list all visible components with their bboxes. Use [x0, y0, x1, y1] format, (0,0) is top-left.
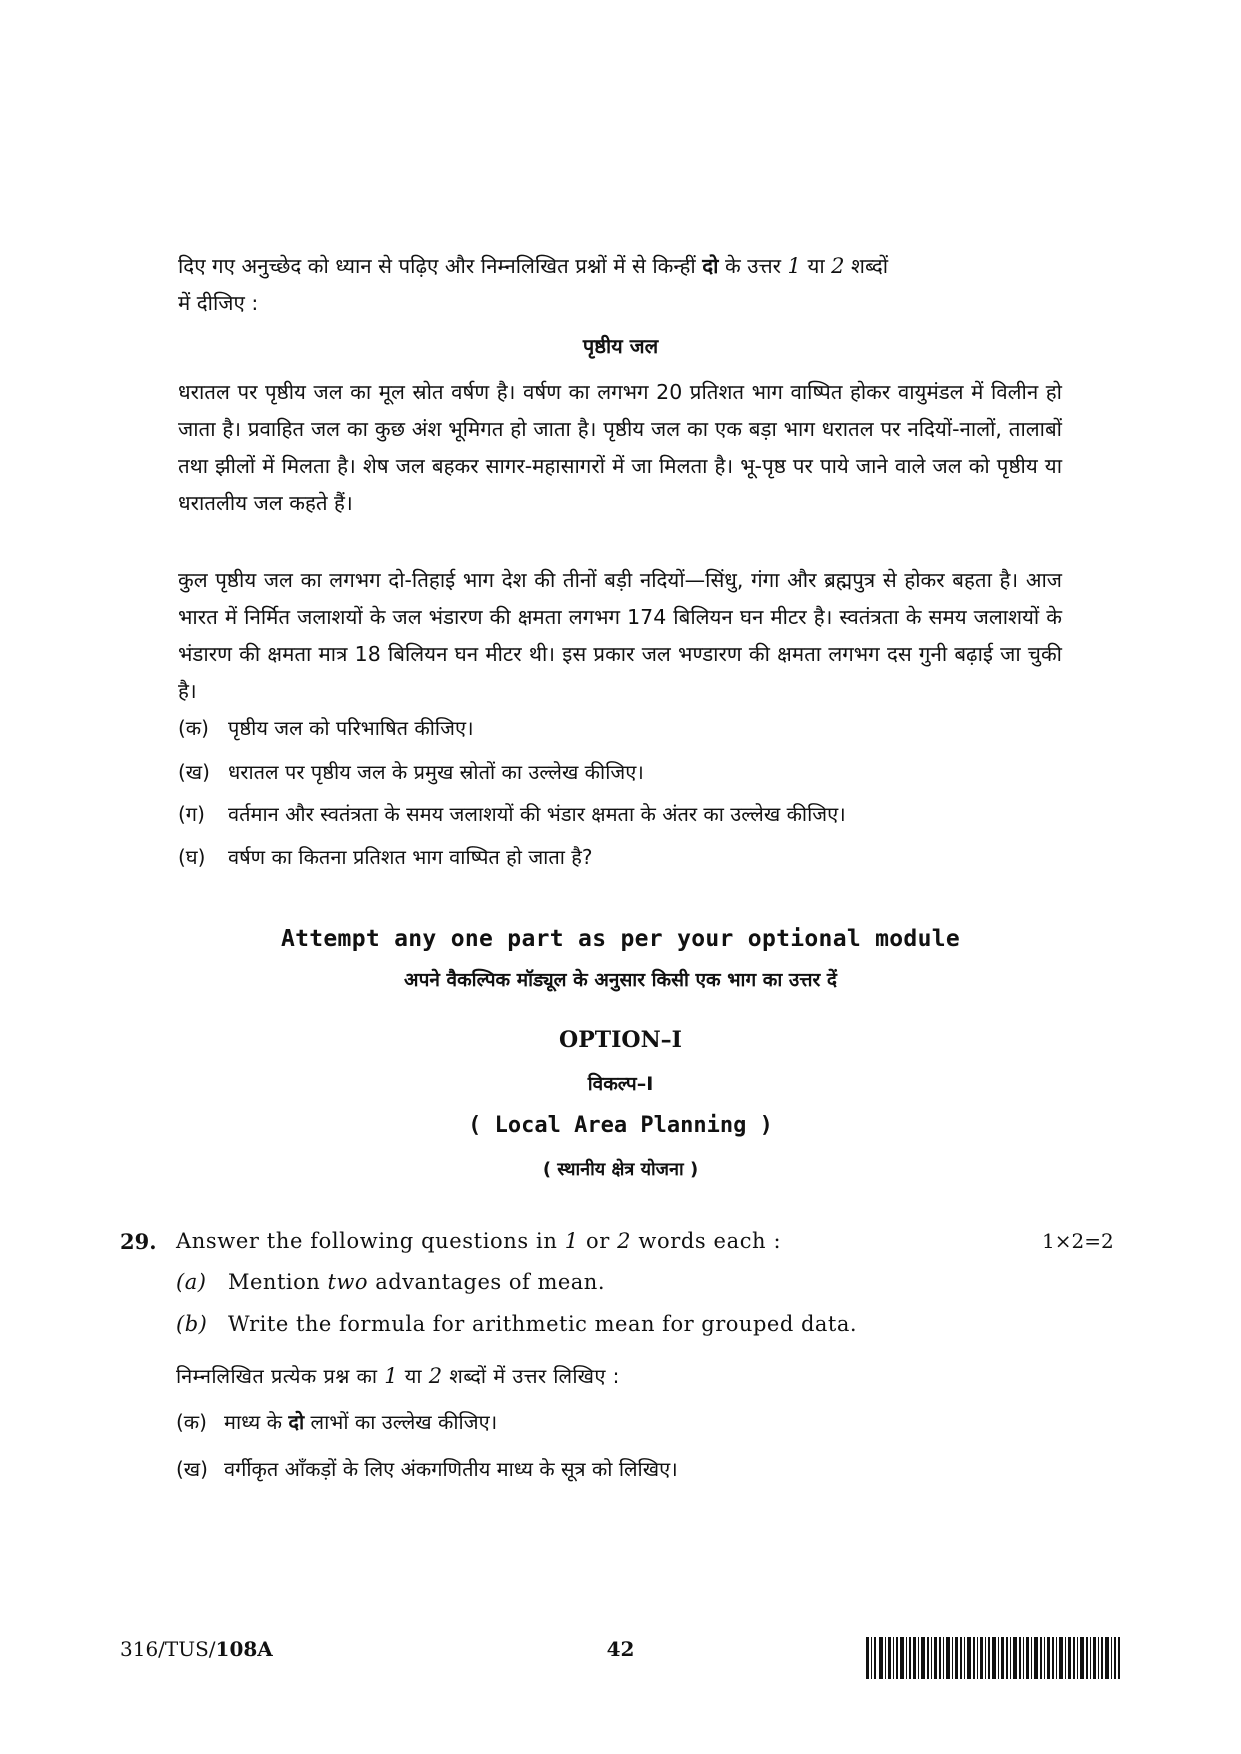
sub-question-a — [176, 1270, 605, 1294]
list-item — [178, 758, 644, 785]
subject-title-hi: ( स्थानीय क्षेत्र योजना ) — [542, 1159, 699, 1180]
instruction-text: शब्दों — [844, 254, 889, 278]
instruction-number: 1 — [787, 254, 801, 278]
sub-text: माध्य के — [224, 1410, 289, 1434]
item-text: वर्तमान और स्वतंत्रता के समय जलाशयों की भंडार क्षमता के अंतर का उल्लेख कीजिए। — [228, 802, 846, 826]
hindi-sub-question-b — [176, 1455, 678, 1482]
item-label: (घ) — [178, 845, 206, 869]
page-number: 42 — [606, 1637, 635, 1661]
paper-code-bold: 108A — [215, 1637, 273, 1661]
item-text: वर्षण का कितना प्रतिशत भाग वाष्पित हो जाता है? — [228, 845, 593, 869]
sub-text: Mention — [228, 1270, 328, 1294]
stem-number: 1 — [384, 1364, 398, 1388]
stem-number: 1 — [564, 1229, 579, 1253]
sub-text: Write the formula for arithmetic mean for grouped data. — [228, 1312, 858, 1336]
sub-label: (क) — [176, 1410, 207, 1434]
barcode-icon — [866, 1637, 1120, 1679]
sub-label: (b) — [176, 1312, 208, 1336]
sub-question-b — [176, 1312, 857, 1336]
instruction-text: या — [800, 254, 832, 278]
item-text: पृष्ठीय जल को परिभाषित कीजिए। — [228, 716, 474, 740]
hindi-stem — [176, 1362, 620, 1389]
item-label: (ग) — [178, 802, 205, 826]
item-label: (ख) — [178, 760, 210, 784]
list-item — [178, 714, 474, 741]
sub-text: लाभों का उल्लेख कीजिए। — [304, 1410, 498, 1434]
stem-text: या — [398, 1364, 429, 1388]
sub-text-bold: दो — [288, 1410, 305, 1434]
instruction-text: में दीजिए : — [178, 291, 259, 315]
stem-text: निम्नलिखित प्रत्येक प्रश्न का — [176, 1364, 385, 1388]
instruction-number: 2 — [831, 254, 845, 278]
paper-code-text: 316/TUS/ — [120, 1637, 216, 1661]
option-title-en: OPTION–I — [559, 1027, 682, 1053]
stem-text: words each : — [631, 1229, 782, 1253]
item-text: धरातल पर पृष्ठीय जल के प्रमुख स्रोतों का उल्लेख कीजिए। — [228, 760, 644, 784]
instruction — [178, 248, 1062, 322]
hindi-sub-question-a — [176, 1408, 497, 1435]
marks: 1×2=2 — [1042, 1229, 1114, 1253]
sub-text-italic: two — [327, 1270, 369, 1294]
item-label: (क) — [178, 716, 209, 740]
sub-label: (ख) — [176, 1457, 208, 1481]
question-stem — [176, 1229, 781, 1253]
passage-title: पृष्ठीय जल — [582, 334, 659, 358]
passage-paragraph-2: कुल पृष्ठीय जल का लगभग दो-तिहाई भाग देश की तीनों बड़ी नदियों—सिंधु, गंगा और ब्रह्मपुत्र से होकर बहता है। आज भारत में निर्मित जलाशयों के जल भंडारण की क्षमता लगभग 174 बिलियन घन मीटर है। स्वतंत्रता के समय जलाशयों के भंडारण की क्षमता मात्र 18 बिलियन घन मीटर थी। इस प्रकार जल भण्डारण की क्षमता लगभग दस गुनी बढ़ाई जा चुकी है। — [178, 568, 1062, 703]
option-title-hi: विकल्प–I — [587, 1073, 654, 1095]
sub-label: (a) — [176, 1270, 207, 1294]
list-item — [178, 843, 593, 870]
passage-paragraph-1: धरातल पर पृष्ठीय जल का मूल स्रोत वर्षण है। वर्षण का लगभग 20 प्रतिशत भाग वाष्पित होकर वायुमंडल में विलीन हो जाता है। प्रवाहित जल का कुछ अंश भूमिगत हो जाता है। पृष्ठीय जल का एक बड़ा भाग धरातल पर नदियों-नालों, तालाबों तथा झीलों में मिलता है। शेष जल बहकर सागर-महासागरों में जा मिलता है। भू-पृष्ठ पर पाये जाने वाले जल को पृष्ठीय या धरातलीय जल कहते हैं। — [178, 380, 1062, 515]
stem-number: 2 — [428, 1364, 443, 1388]
question-number: 29. — [120, 1229, 157, 1254]
instruction-text: दिए गए अनुच्छेद को ध्यान से पढ़िए और निम्नलिखित प्रश्नों में से किन्हीं — [178, 254, 703, 278]
instruction-bold: दो — [702, 254, 719, 278]
subject-title-en: ( Local Area Planning ) — [468, 1113, 773, 1138]
sub-text: advantages of mean. — [368, 1270, 606, 1294]
stem-text: शब्दों में उत्तर लिखिए : — [442, 1364, 620, 1388]
list-item — [178, 800, 846, 827]
module-heading-hi: अपने वैकल्पिक मॉड्यूल के अनुसार किसी एक भाग का उत्तर दें — [404, 969, 837, 991]
stem-text: Answer the following questions in — [176, 1229, 565, 1253]
module-heading-en: Attempt any one part as per your optional module — [280, 926, 961, 952]
instruction-text: के उत्तर — [718, 254, 788, 278]
sub-text: वर्गीकृत आँकड़ों के लिए अंकगणितीय माध्य के सूत्र को लिखिए। — [224, 1457, 678, 1481]
stem-text: or — [578, 1229, 618, 1253]
stem-number: 2 — [617, 1229, 632, 1253]
